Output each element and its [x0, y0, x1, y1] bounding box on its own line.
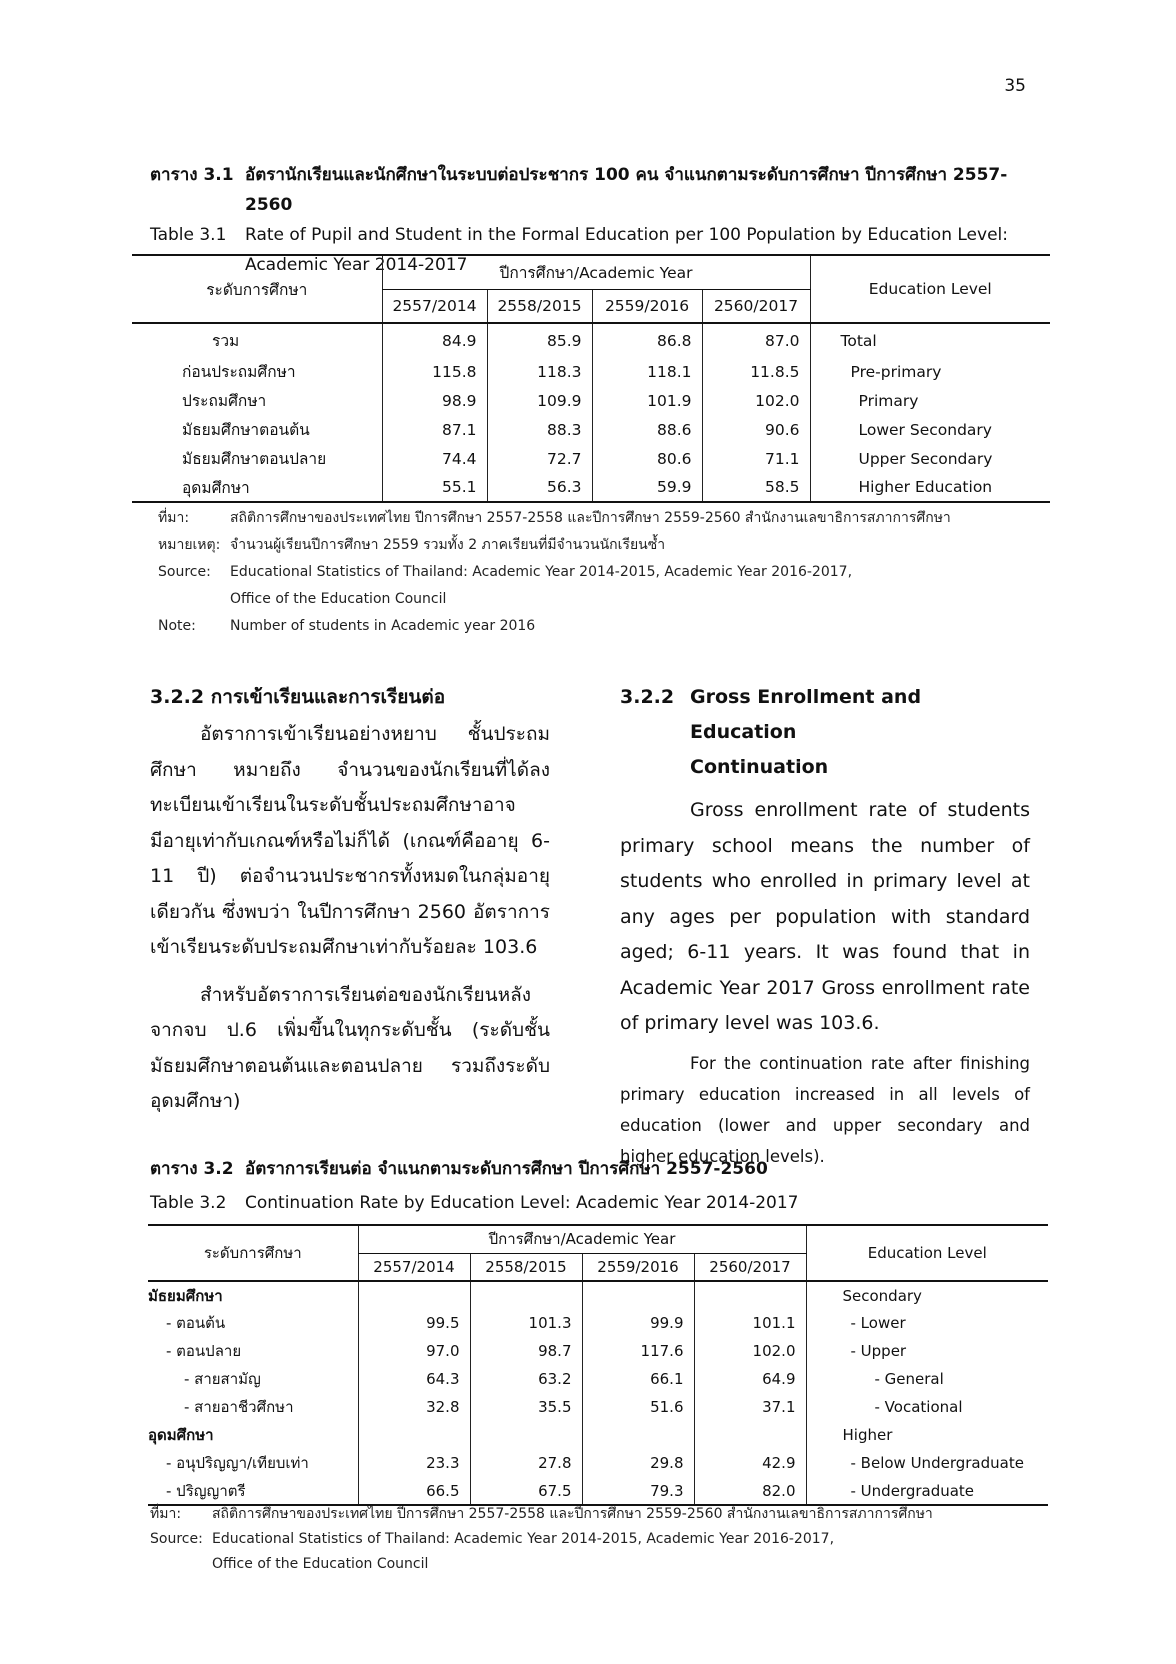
table-cell: 67.5 [470, 1477, 582, 1505]
row-label-en: Total [810, 323, 1050, 357]
row-label-th: - อนุปริญญา/เทียบเท่า [166, 1454, 309, 1472]
section-heading-en-2: Continuation [690, 756, 829, 778]
table-cell: 98.9 [382, 386, 487, 415]
table-cell: 58.5 [702, 473, 810, 502]
note-label: Source: [158, 564, 211, 580]
table-row [132, 444, 1050, 473]
table-cell: 102.0 [702, 386, 810, 415]
table-cell: 66.1 [582, 1365, 694, 1393]
row-label-en: Upper Secondary [810, 444, 1050, 473]
table-cell: 63.2 [470, 1365, 582, 1393]
table-cell: 84.9 [382, 323, 487, 357]
section-para-en-2: For the continuation rate after finishing primary education increased in all levels of education (lower and upper secondary and higher education levels). [620, 1053, 1030, 1166]
section-para-th-2: สำหรับอัตราการเรียนต่อของนักเรียนหลังจากจบ ป.6 เพิ่มขึ้นในทุกระดับชั้น (ระดับชั้นมัธยมศึกษาตอนต้นและตอนปลาย รวมถึงระดับอุดมศึกษา) [150, 983, 550, 1112]
table-row [132, 357, 1050, 386]
row-label-en: - Vocational [806, 1393, 1048, 1421]
table-cell [694, 1281, 806, 1309]
table-cell: 86.8 [592, 323, 702, 357]
row-label-en: - Undergraduate [806, 1477, 1048, 1505]
row-label-en: - Lower [806, 1309, 1048, 1337]
table-cell: 72.7 [487, 444, 592, 473]
table-cell: 117.6 [582, 1337, 694, 1365]
table-cell: 87.0 [702, 323, 810, 357]
table-row [148, 1477, 1048, 1505]
table-cell: 51.6 [582, 1393, 694, 1421]
note-text: Office of the Education Council [230, 591, 447, 607]
row-label-th: ก่อนประถมศึกษา [182, 363, 296, 381]
table-cell [358, 1281, 470, 1309]
note-text: Number of students in Academic year 2016 [230, 618, 536, 634]
section-heading-th: 3.2.2 การเข้าเรียนและการเรียนต่อ [150, 686, 446, 708]
table-cell [582, 1421, 694, 1449]
section-thai [150, 680, 550, 1120]
table-row [148, 1309, 1048, 1337]
row-label-en: Higher [806, 1421, 1048, 1449]
table-cell: 82.0 [694, 1477, 806, 1505]
section-heading-number: 3.2.2 [620, 686, 675, 708]
table1-year-header: 2557/2014 [382, 289, 487, 323]
table-cell: 85.9 [487, 323, 592, 357]
row-label-th: รวม [212, 332, 240, 350]
table-row [148, 1393, 1048, 1421]
table2-year-header: 2560/2017 [694, 1253, 806, 1281]
row-label-th: มัธยมศึกษาตอนต้น [182, 421, 310, 439]
section-english [620, 680, 1030, 1172]
section-para-th-1: อัตราการเข้าเรียนอย่างหยาบ ชั้นประถมศึกษา หมายถึง จำนวนของนักเรียนที่ได้ลงทะเบียนเข้าเรียนในระดับชั้นประถมศึกษาอาจมีอายุเท่ากับเกณฑ์หรือไม่ก็ได้ (เกณฑ์คืออายุ 6-11 ปี) ต่อจำนวนประชากรทั้งหมดในกลุ่มอายุเดียวกัน ซึ่งพบว่า ในปีการศึกษา 2560 อัตราการเข้าเรียนระดับประถมศึกษาเท่ากับร้อยละ 103.6 [150, 723, 550, 958]
table-cell: 90.6 [702, 415, 810, 444]
table2-caption-th-label: ตาราง 3.2 [150, 1159, 234, 1179]
table1 [132, 254, 1050, 503]
note-text: Office of the Education Council [212, 1556, 429, 1572]
table-row [148, 1337, 1048, 1365]
table-cell: 101.3 [470, 1309, 582, 1337]
table-row [148, 1365, 1048, 1393]
table-cell: 118.1 [592, 357, 702, 386]
table-cell: 88.3 [487, 415, 592, 444]
note-text: สถิติการศึกษาของประเทศไทย ปีการศึกษา 2557-2558 และปีการศึกษา 2559-2560 สำนักงานเลขาธิการสภาการศึกษา [230, 510, 951, 526]
table2-header-year: ปีการศึกษา/Academic Year [358, 1225, 806, 1253]
row-label-en: - Upper [806, 1337, 1048, 1365]
table-cell: 64.3 [358, 1365, 470, 1393]
note-text: Educational Statistics of Thailand: Academic Year 2014-2015, Academic Year 2016-2017, [230, 564, 853, 580]
table-cell: 56.3 [487, 473, 592, 502]
table2-header-level-th: ระดับการศึกษา [148, 1225, 358, 1281]
note-label: Note: [158, 618, 196, 634]
row-label-en: Higher Education [810, 473, 1050, 502]
note-text: สถิติการศึกษาของประเทศไทย ปีการศึกษา 2557-2558 และปีการศึกษา 2559-2560 สำนักงานเลขาธิการสภาการศึกษา [212, 1506, 933, 1522]
table-cell [358, 1421, 470, 1449]
table-row [132, 473, 1050, 502]
table1-caption-en-label: Table 3.1 [150, 225, 227, 245]
table2-caption-th: อัตราการเรียนต่อ จำแนกตามระดับการศึกษา ปีการศึกษา 2557-2560 [245, 1159, 768, 1179]
row-label-th: - สายอาชีวศึกษา [184, 1398, 294, 1416]
table-cell: 42.9 [694, 1449, 806, 1477]
table-cell: 99.9 [582, 1309, 694, 1337]
note-label [158, 586, 230, 613]
table-row [148, 1281, 1048, 1309]
table-cell: 66.5 [358, 1477, 470, 1505]
table-cell: 109.9 [487, 386, 592, 415]
table1-notes [158, 505, 951, 640]
table1-header-year: ปีการศึกษา/Academic Year [382, 255, 810, 289]
table-row [148, 1449, 1048, 1477]
table2-caption-en: Continuation Rate by Education Level: Academic Year 2014-2017 [245, 1193, 799, 1213]
table-cell [470, 1421, 582, 1449]
section-heading-en-1: Gross Enrollment and Education [690, 686, 922, 743]
note-label: Source: [150, 1531, 203, 1547]
row-label-th: - ตอนต้น [166, 1314, 226, 1332]
table1-year-header: 2560/2017 [702, 289, 810, 323]
row-label-th: ประถมศึกษา [182, 392, 267, 410]
row-label-en: - General [806, 1365, 1048, 1393]
table-cell: 59.9 [592, 473, 702, 502]
table-cell: 37.1 [694, 1393, 806, 1421]
table-cell: 102.0 [694, 1337, 806, 1365]
table-cell: 98.7 [470, 1337, 582, 1365]
note-text: Educational Statistics of Thailand: Academic Year 2014-2015, Academic Year 2016-2017, [212, 1531, 835, 1547]
table1-year-header: 2558/2015 [487, 289, 592, 323]
table-row [132, 415, 1050, 444]
table2-year-header: 2558/2015 [470, 1253, 582, 1281]
table-cell: 29.8 [582, 1449, 694, 1477]
table2-notes [150, 1502, 933, 1577]
table-cell: 118.3 [487, 357, 592, 386]
table-cell: 88.6 [592, 415, 702, 444]
row-label-en: - Below Undergraduate [806, 1449, 1048, 1477]
table1-year-header: 2559/2016 [592, 289, 702, 323]
table-row [132, 386, 1050, 415]
row-label-th: - สายสามัญ [184, 1370, 261, 1388]
table1-header-level-en: Education Level [810, 255, 1050, 323]
table-cell: 87.1 [382, 415, 487, 444]
note-text: จำนวนผู้เรียนปีการศึกษา 2559 รวมทั้ง 2 ภาคเรียนที่มีจำนวนนักเรียนซ้ำ [230, 537, 666, 553]
row-label-th: อุดมศึกษา [182, 478, 250, 497]
table-row [132, 323, 1050, 357]
table-cell: 99.5 [358, 1309, 470, 1337]
table-cell: 80.6 [592, 444, 702, 473]
table1-caption-th: อัตรานักเรียนและนักศึกษาในระบบต่อประชากร 100 คน จำแนกตามระดับการศึกษา ปีการศึกษา 2557-2560 [245, 165, 1008, 215]
table-cell: 74.4 [382, 444, 487, 473]
table-cell: 71.1 [702, 444, 810, 473]
row-label-th: อุดมศึกษา [148, 1426, 214, 1444]
table2-year-header: 2559/2016 [582, 1253, 694, 1281]
note-label: ที่มา: [150, 1506, 182, 1522]
table-cell: 55.1 [382, 473, 487, 502]
table1-caption-en: Rate of Pupil and Student in the Formal Education per 100 Population by Education Level: [245, 225, 1008, 245]
row-label-en: Pre-primary [810, 357, 1050, 386]
table-cell [470, 1281, 582, 1309]
table-row [148, 1421, 1048, 1449]
table-cell: 27.8 [470, 1449, 582, 1477]
row-label-th: มัธยมศึกษา [148, 1286, 223, 1305]
note-label [150, 1552, 212, 1577]
section-heading-en [620, 680, 1030, 785]
note-label: หมายเหตุ: [158, 537, 221, 553]
table-cell [694, 1421, 806, 1449]
page-number: 35 [1004, 76, 1026, 96]
table-cell: 32.8 [358, 1393, 470, 1421]
table-cell: 101.9 [592, 386, 702, 415]
row-label-en: Secondary [806, 1281, 1048, 1309]
table-cell: 97.0 [358, 1337, 470, 1365]
table-cell: 23.3 [358, 1449, 470, 1477]
table-cell [582, 1281, 694, 1309]
note-label: ที่มา: [158, 510, 190, 526]
table1-caption-en-2: Academic Year 2014-2017 [245, 255, 468, 275]
table-cell: 79.3 [582, 1477, 694, 1505]
table2-header-level-en: Education Level [806, 1225, 1048, 1281]
row-label-th: มัธยมศึกษาตอนปลาย [182, 450, 327, 468]
row-label-en: Primary [810, 386, 1050, 415]
table-cell: 64.9 [694, 1365, 806, 1393]
row-label-en: Lower Secondary [810, 415, 1050, 444]
table-cell: 115.8 [382, 357, 487, 386]
table1-header-level-th: ระดับการศึกษา [132, 255, 382, 323]
table-cell: 35.5 [470, 1393, 582, 1421]
table2-year-header: 2557/2014 [358, 1253, 470, 1281]
table-cell: 11.8.5 [702, 357, 810, 386]
table-cell: 101.1 [694, 1309, 806, 1337]
row-label-th: - ตอนปลาย [166, 1342, 242, 1360]
table2-caption [150, 1152, 1030, 1220]
table2-caption-en-label: Table 3.2 [150, 1193, 227, 1213]
table1-caption-th-label: ตาราง 3.1 [150, 165, 234, 185]
table2 [148, 1224, 1048, 1506]
row-label-th: - ปริญญาตรี [166, 1481, 246, 1500]
section-para-en-1: Gross enrollment rate of students primary school means the number of students who enrolled in primary level at any ages per population with standard aged; 6-11 years. It was found that in Academic Year 2017 Gross enrollment rate of primary level was 103.6. [620, 799, 1030, 1034]
